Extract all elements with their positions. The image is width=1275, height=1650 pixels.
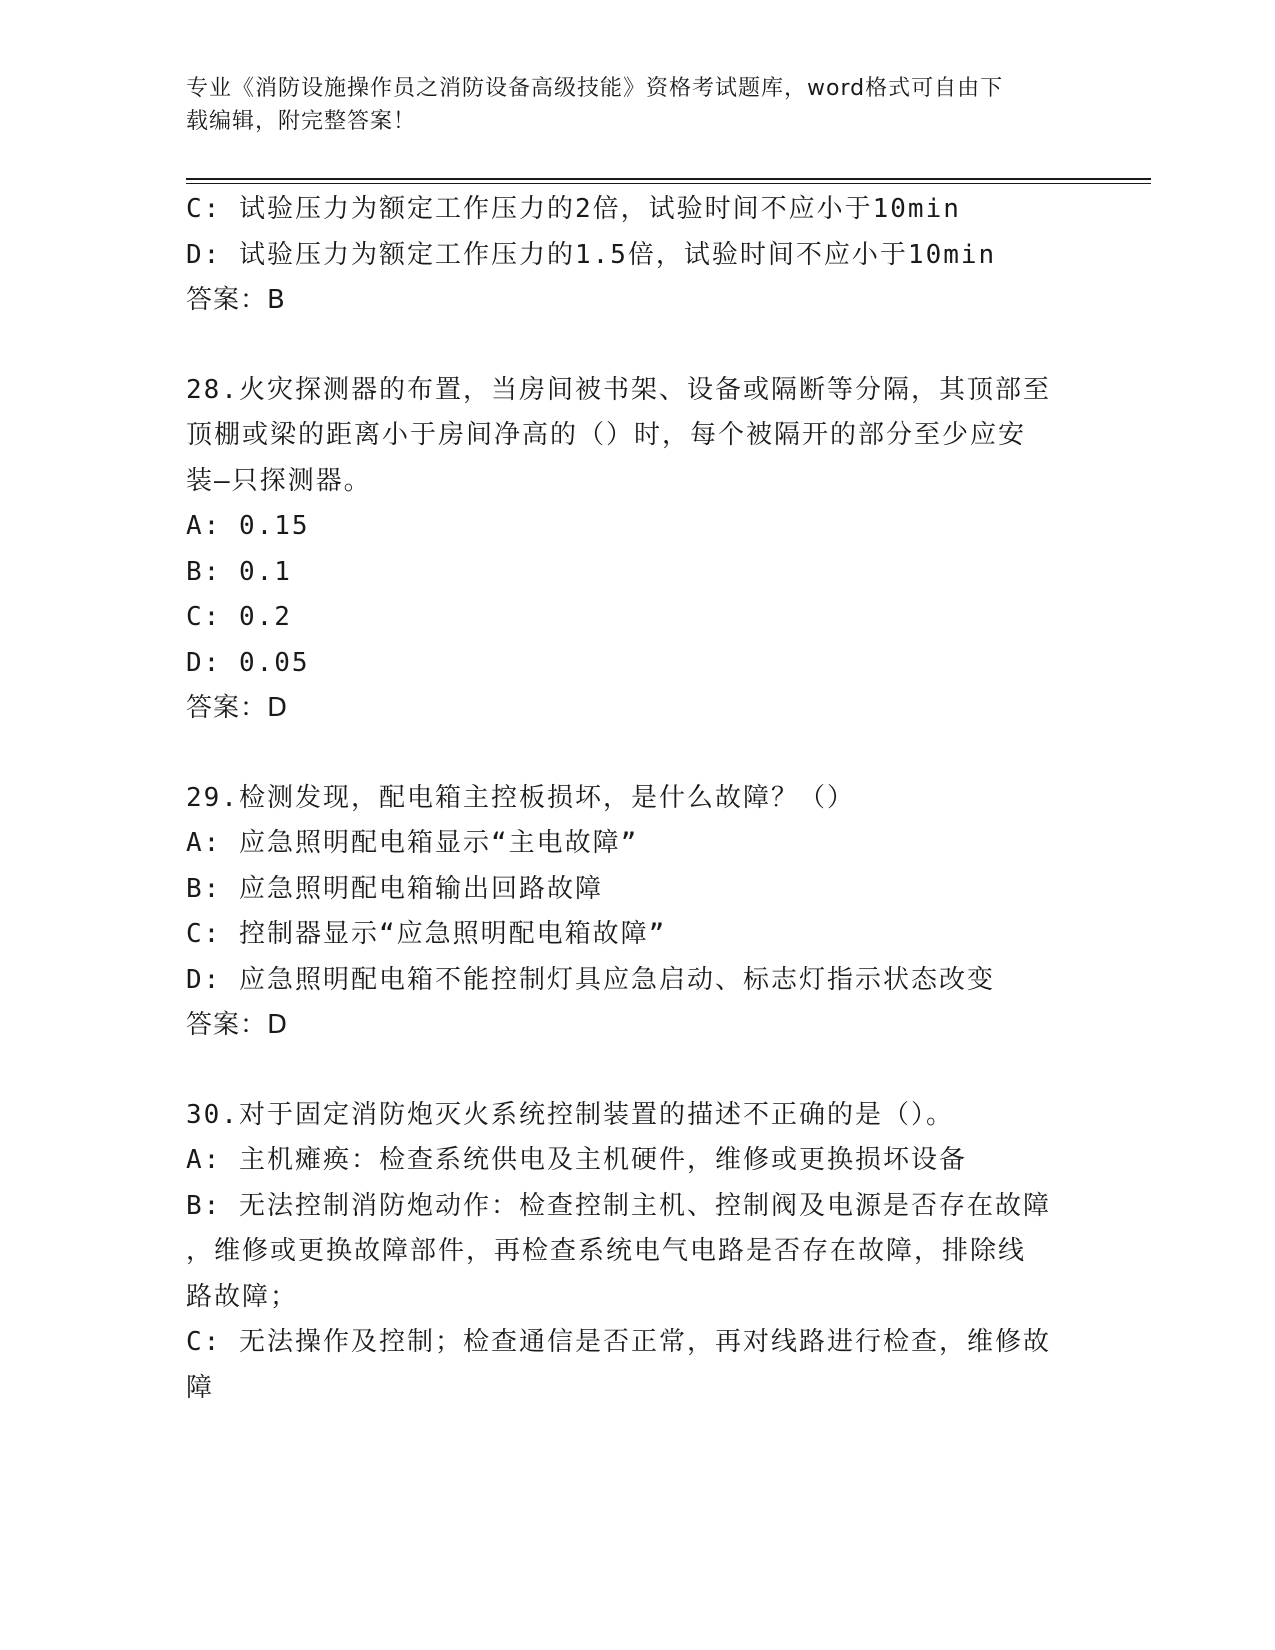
q29-stem-line-1: 29.检测发现，配电箱主控板损坏，是什么故障？（） — [186, 782, 855, 813]
q30-option-b-line-2: ，维修或更换故障部件，再检查系统电气电路是否存在故障，排除线 — [186, 1236, 1027, 1266]
q27-answer: 答案：B — [186, 285, 286, 315]
q27-option-c: C: 试验压力为额定工作压力的2倍，试验时间不应小于10min — [186, 194, 961, 224]
header-line-2: 载编辑，附完整答案！ — [186, 109, 417, 134]
q28-answer: 答案：D — [186, 693, 289, 723]
q28-stem-line-1: 28.火灾探测器的布置，当房间被书架、设备或隔断等分隔，其顶部至 — [186, 374, 1051, 405]
q28-option-b: B: 0.1 — [186, 556, 292, 587]
header-divider-thick — [186, 178, 1151, 180]
q30-option-b-line-1: B: 无法控制消防炮动作：检查控制主机、控制阀及电源是否存在故障 — [186, 1190, 1051, 1221]
q30-option-b-line-3: 路故障； — [186, 1281, 299, 1312]
question-28-block — [186, 368, 1076, 732]
question-content — [186, 187, 1076, 1411]
header-divider-thin — [186, 183, 1151, 184]
q30-option-c-line-1: C: 无法操作及控制；检查通信是否正常，再对线路进行检查，维修故 — [186, 1327, 1051, 1357]
question-29-block — [186, 776, 1076, 1049]
q29-answer: 答案：D — [186, 1010, 289, 1040]
q29-option-b: B: 应急照明配电箱输出回路故障 — [186, 873, 603, 904]
q28-option-a: A: 0.15 — [186, 511, 310, 541]
q27-option-d: D: 试验压力为额定工作压力的1.5倍，试验时间不应小于10min — [186, 239, 997, 270]
q28-stem-line-2: 顶棚或梁的距离小于房间净高的（）时，每个被隔开的部分至少应安 — [186, 420, 1027, 450]
q28-option-d: D: 0.05 — [186, 647, 310, 678]
question-27-block — [186, 187, 1076, 324]
spacer — [186, 1049, 1076, 1093]
q29-option-d: D: 应急照明配电箱不能控制灯具应急启动、标志灯指示状态改变 — [186, 964, 995, 995]
q30-option-c-line-2: 障 — [186, 1372, 215, 1403]
document-header — [186, 72, 1086, 138]
question-30-block — [186, 1093, 1076, 1412]
q29-option-a: A: 应急照明配电箱显示“主电故障” — [186, 828, 639, 858]
spacer — [186, 324, 1076, 368]
q30-option-a: A: 主机瘫痪：检查系统供电及主机硬件，维修或更换损坏设备 — [186, 1145, 967, 1175]
q28-option-c: C: 0.2 — [186, 602, 292, 632]
q29-option-c: C: 控制器显示“应急照明配电箱故障” — [186, 919, 667, 949]
header-line-1: 专业《消防设施操作员之消防设备高级技能》资格考试题库，word格式可自由下 — [186, 76, 1004, 101]
q28-stem-line-3: 装—只探测器。 — [186, 465, 372, 496]
q30-stem-line-1: 30.对于固定消防炮灭火系统控制装置的描述不正确的是（）。 — [186, 1099, 954, 1130]
spacer — [186, 732, 1076, 776]
